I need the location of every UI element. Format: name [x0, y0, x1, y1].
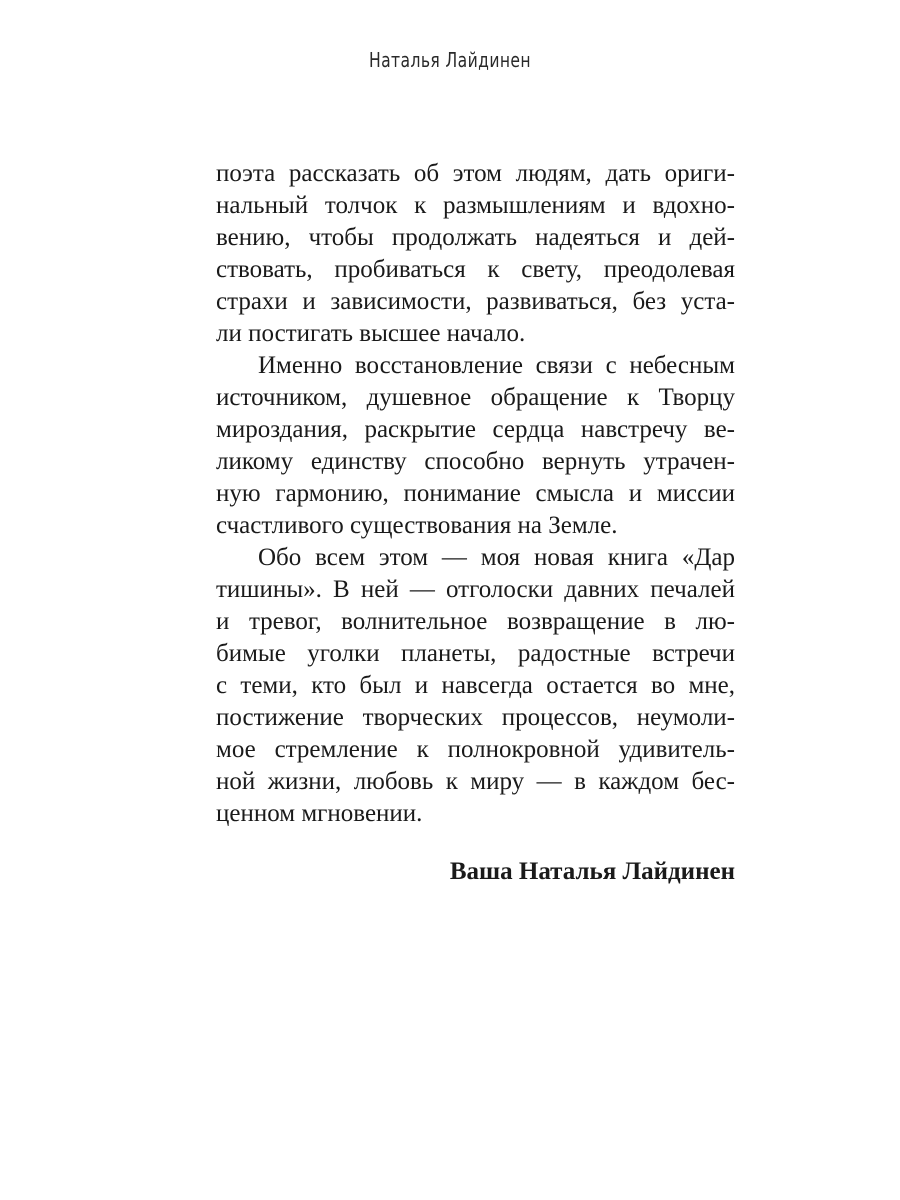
paragraph-2-line-1: Именно восстановление связи с небесным [258, 352, 735, 379]
paragraph-2-line-2: источником, душевное обращение к Творцу [216, 384, 735, 411]
paragraph-2-line-3: мироздания, раскрытие сердца навстречу ве- [216, 416, 735, 443]
running-header-author: Наталья Лайдинен [368, 48, 532, 72]
paragraph-3-line-9: ценном мгновении. [216, 800, 423, 827]
paragraph-1-line-6: ли постигать высшее начало. [216, 320, 526, 347]
paragraph-2-line-5: ную гармонию, понимание смысла и миссии [216, 480, 735, 507]
paragraph-1-line-2: нальный толчок к размышлениям и вдохно- [216, 192, 735, 219]
paragraph-3-line-3: и тревог, волнительное возвращение в лю- [216, 608, 735, 635]
paragraph-2-line-6: счастливого существования на Земле. [216, 512, 618, 539]
paragraph-1-line-4: ствовать, пробиваться к свету, преодолевая [216, 256, 735, 283]
paragraph-3-line-7: мое стремление к полнокровной удивитель- [216, 736, 735, 763]
paragraph-3-line-8: ной жизни, любовь к миру — в каждом бес- [216, 768, 735, 795]
paragraph-1-line-3: вению, чтобы продолжать надеяться и дей- [216, 224, 735, 251]
paragraph-2-line-4: ликому единству способно вернуть утрачен- [216, 448, 735, 475]
paragraph-1-line-1: поэта рассказать об этом людям, дать ориги- [216, 160, 735, 187]
paragraph-3-line-4: бимые уголки планеты, радостные встречи [216, 640, 735, 667]
body-text [216, 158, 735, 830]
paragraph-3-line-1: Обо всем этом — моя новая книга «Дар [258, 544, 735, 571]
signature: Ваша Наталья Лайдинен [449, 858, 735, 885]
paragraph-3-line-6: постижение творческих процессов, неумоли- [216, 704, 735, 731]
paragraph-1-line-5: страхи и зависимости, развиваться, без уста- [216, 288, 735, 315]
paragraph-3-line-5: с теми, кто был и навсегда остается во мне, [216, 672, 735, 699]
paragraph-3-line-2: тишины». В ней — отголоски давних печалей [216, 576, 735, 603]
